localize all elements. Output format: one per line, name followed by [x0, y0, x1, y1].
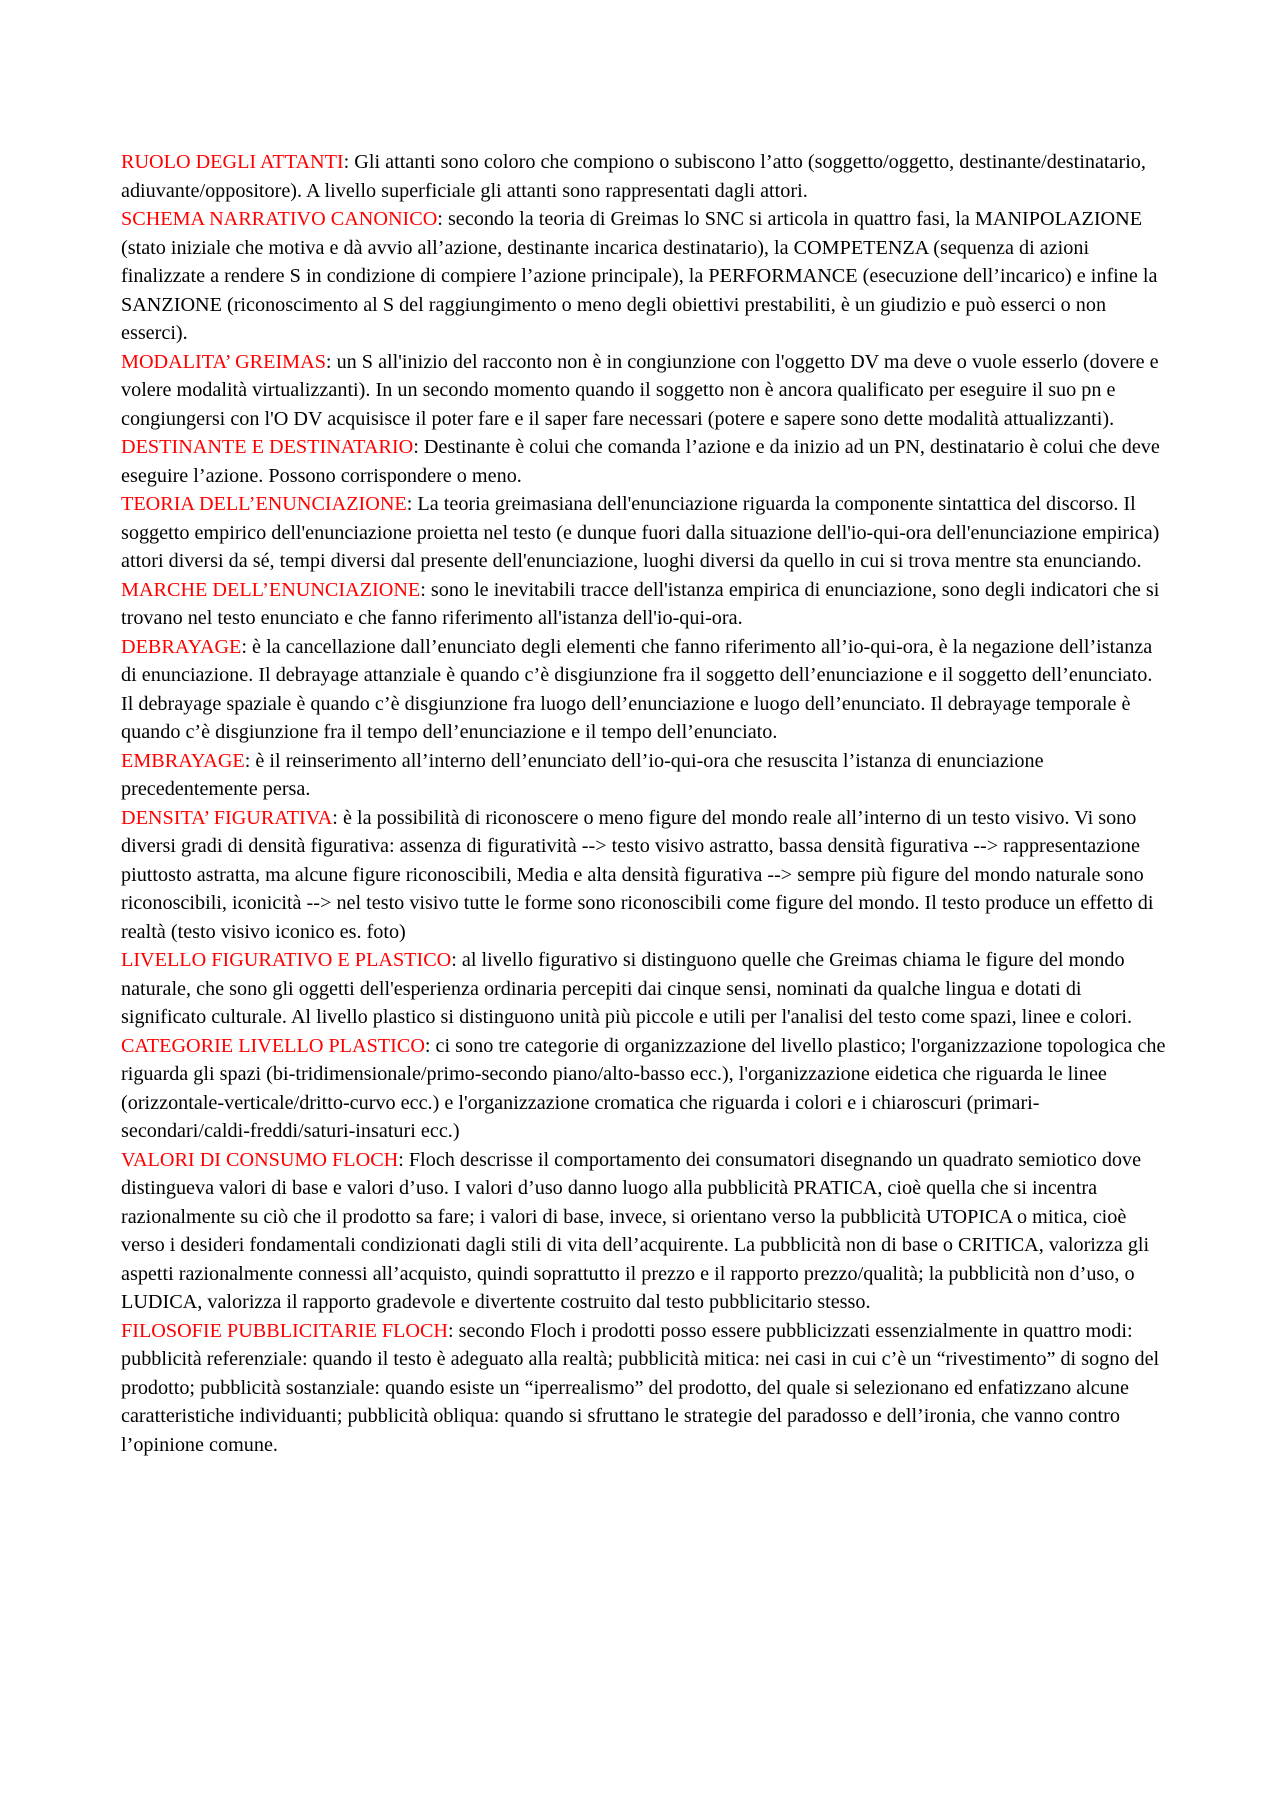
entry-text: : un S all'inizio del racconto non è in congiunzione con l'oggetto DV ma deve o vuole esserlo (dovere e volere modalità virtualizzanti). In un secondo momento quando il soggetto non è ancora qualificato per eseguire il suo pn e congiungersi con l'O DV acquisisce il poter fare e il saper fare necessari (potere e sapere sono dette modalità attualizzanti).: [121, 350, 1159, 430]
entry-ruolo-degli-attanti: [121, 148, 1166, 205]
entry-text: : Floch descrisse il comportamento dei consumatori disegnando un quadrato semiotico dove distingueva valori di base e valori d’uso. I valori d’uso danno luogo alla pubblicità PRATICA, cioè quella che si incentra razionalmente su ciò che il prodotto sa fare; i valori di base, invece, si orientano verso la pubblicità UTOPICA o mitica, cioè verso i desideri fondamentali condizionati dagli stili di vita dell’acquirente. La pubblicità non di base o CRITICA, valorizza gli aspetti razionalmente connessi all’acquisto, quindi soprattutto il prezzo e il rapporto prezzo/qualità; la pubblicità non d’uso, o LUDICA, valorizza il rapporto gradevole e divertente costruito dal testo pubblicitario stesso.: [121, 1148, 1150, 1313]
entry-term: VALORI DI CONSUMO FLOCH: [121, 1148, 399, 1171]
entry-term: RUOLO DEGLI ATTANTI: [121, 151, 344, 173]
entry-destinante-e-destinatario: [121, 433, 1166, 490]
entry-valori-di-consumo-floch: [121, 1146, 1166, 1317]
entry-marche-enunciazione: [121, 576, 1166, 633]
entry-term: DESTINANTE E DESTINATARIO: [121, 436, 414, 458]
entry-text: : ci sono tre categorie di organizzazione del livello plastico; l'organizzazione topologica che riguarda gli spazi (bi-tridimensionale/primo-secondo piano/alto-basso ecc.), l'organizzazione eidetica che riguarda le linee (orizzontale-verticale/dritto-curvo ecc.) e l'organizzazione cromatica che riguarda i colori e i chiaroscuri (primari-secondari/caldi-freddi/saturi-insaturi ecc.): [121, 1034, 1166, 1142]
entry-term: FILOSOFIE PUBBLICITARIE FLOCH: [121, 1319, 449, 1342]
entry-term: DEBRAYAGE: [121, 635, 242, 658]
entry-text: : secondo Floch i prodotti posso essere pubblicizzati essenzialmente in quattro modi: pubblicità referenziale: quando il testo è adeguato alla realtà; pubblicità mitica: nei casi in cui c’è un “rivestimento” di sogno del prodotto; pubblicità sostanziale: quando esiste un “iperrealismo” del prodotto, del quale si selezionano ed enfatizzano alcune caratteristiche individuanti; pubblicità obliqua: quando si sfruttano le strategie del paradosso e dell’ironia, che vanno contro l’opinione comune.: [121, 1319, 1160, 1456]
entry-text: : secondo la teoria di Greimas lo SNC si articola in quattro fasi, la MANIPOLAZIONE (stato iniziale che motiva e dà avvio all’azione, destinante incarica destinatario), la COMPETENZA (sequenza di azioni finalizzate a rendere S in condizione di compiere l’azione principale), la PERFORMANCE (esecuzione dell’incarico) e infine la SANZIONE (riconoscimento al S del raggiungimento o meno degli obiettivi prestabiliti, è un giudizio e può esserci o non esserci).: [121, 208, 1158, 344]
entry-text: : Destinante è colui che comanda l’azione e da inizio ad un PN, destinatario è colui che deve eseguire l’azione. Possono corrispondere o meno.: [121, 436, 1160, 487]
entry-filosofie-pubblicitarie-floch: [121, 1317, 1166, 1460]
entry-text: : La teoria greimasiana dell'enunciazione riguarda la componente sintattica del discorso. Il soggetto empirico dell'enunciazione proietta nel testo (e dunque fuori dalla situazione dell'io-qui-ora dell'enunciazione empirica) attori diversi da sé, tempi diversi dal presente dell'enunciazione, luoghi diversi da quello in cui si trova mentre sta enunciando.: [121, 493, 1160, 572]
entry-term: TEORIA DELL’ENUNCIAZIONE: [121, 493, 407, 515]
entry-categorie-livello-plastico: [121, 1032, 1166, 1146]
entry-term: CATEGORIE LIVELLO PLASTICO: [121, 1034, 425, 1057]
entry-livello-figurativo-e-plastico: [121, 946, 1166, 1032]
entry-embrayage: [121, 747, 1166, 804]
entry-schema-narrativo-canonico: [121, 205, 1166, 348]
entry-term: SCHEMA NARRATIVO CANONICO: [121, 208, 438, 230]
entry-term: MODALITA’ GREIMAS: [121, 350, 326, 373]
entry-term: MARCHE DELL’ENUNCIAZIONE: [121, 578, 421, 601]
entry-debrayage: [121, 633, 1166, 747]
entry-term: EMBRAYAGE: [121, 749, 245, 772]
entry-text: : è la cancellazione dall’enunciato degli elementi che fanno riferimento all’io-qui-ora, è la negazione dell’istanza di enunciazione. Il debrayage attanziale è quando c’è disgiunzione fra il soggetto dell’enunciazione e il soggetto dell’enunciato. Il debrayage spaziale è quando c’è disgiunzione fra luogo dell’enunciazione e luogo dell’enunciato. Il debrayage temporale è quando c’è disgiunzione fra il tempo dell’enunciazione e il tempo dell’enunciato.: [121, 635, 1153, 743]
entry-text: : sono le inevitabili tracce dell'istanza empirica di enunciazione, sono degli indicatori che si trovano nel testo enunciato e che fanno riferimento all'istanza dell'io-qui-ora.: [121, 578, 1160, 629]
entry-modalita-greimas: [121, 348, 1166, 434]
document-page: [121, 148, 1166, 1459]
entry-densita-figurativa: [121, 804, 1166, 947]
entry-term: DENSITA’ FIGURATIVA: [121, 806, 333, 829]
entry-text: : al livello figurativo si distinguono quelle che Greimas chiama le figure del mondo naturale, che sono gli oggetti dell'esperienza ordinaria percepiti dai cinque sensi, nominati da qualche lingua e dotati di significato culturale. Al livello plastico si distinguono unità più piccole e utili per l'analisi del testo come spazi, linee e colori.: [121, 949, 1133, 1028]
entry-text: : è il reinserimento all’interno dell’enunciato dell’io-qui-ora che resuscita l’istanza di enunciazione precedentemente persa.: [121, 749, 1044, 800]
entry-teoria-enunciazione: [121, 490, 1166, 576]
entry-text: : è la possibilità di riconoscere o meno figure del mondo reale all’interno di un testo visivo. Vi sono diversi gradi di densità figurativa: assenza di figuratività --> testo visivo astratto, bassa densità figurativa --> rappresentazione piuttosto astratta, ma alcune figure riconoscibili, Media e alta densità figurativa --> sempre più figure del mondo naturale sono riconoscibili, iconicità --> nel testo visivo tutte le forme sono riconoscibili come figure del mondo. Il testo produce un effetto di realtà (testo visivo iconico es. foto): [121, 806, 1154, 943]
entry-term: LIVELLO FIGURATIVO E PLASTICO: [121, 949, 452, 971]
entry-text: : Gli attanti sono coloro che compiono o subiscono l’atto (soggetto/oggetto, destinante/destinatario, adiuvante/oppositore). A livello superficiale gli attanti sono rappresentati dagli attori.: [121, 151, 1146, 202]
